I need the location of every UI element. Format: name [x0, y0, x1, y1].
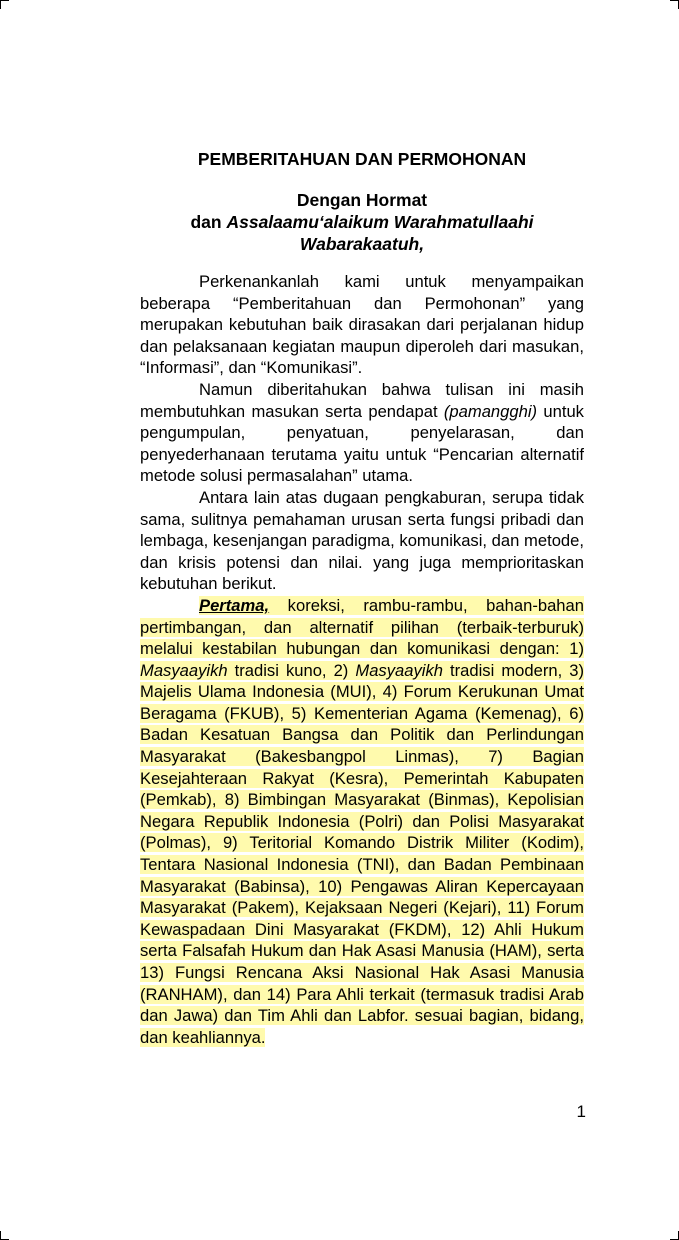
- greeting-line-1: Dengan Hormat: [296, 190, 428, 210]
- paragraph-4-italic-b: Masyaayikh: [140, 660, 228, 680]
- crop-mark-bottom-left-v: [0, 1231, 1, 1240]
- crop-mark-top-left-h: [0, 0, 9, 1]
- paragraph-2-italic: (pamangghi): [443, 401, 538, 421]
- paragraph-4-label: Pertama,: [199, 595, 270, 615]
- crop-mark-top-left-v: [0, 0, 1, 9]
- greeting-line-2-prefix: dan: [190, 212, 227, 232]
- greeting-line-2: [140, 211, 584, 233]
- page-number: 1: [576, 1102, 586, 1121]
- paragraph-1: Perkenankanlah kami untuk menyampaikan beberapa “Pemberitahuan dan Permohonan” yang merupakan kebutuhan baik dirasakan dari perjalanan hidup dan pelaksanaan kegiatan maupun diperoleh dari masukan, “Informasi”, dan “Komunikasi”.: [140, 272, 584, 378]
- greeting: [140, 189, 584, 255]
- paragraph-3: Antara lain atas dugaan pengkaburan, serupa tidak sama, sulitnya pemahaman urusan serta fungsi pribadi dan lembaga, kesenjangan paradigma, komunikasi, dan metode, dan krisis potensi dan nilai. yang juga memprioritaskan kebutuhan berikut.: [140, 487, 584, 594]
- paragraph-4-highlighted: [140, 595, 584, 1048]
- greeting-line-2-italic: Assalaamu‘alaikum Warahmatullaahi: [226, 212, 534, 232]
- paragraph-2-text-c: untuk pengumpulan, penyatuan, penyelarasan, dan penyederhanaan terutama yaitu untuk “Pencarian alternatif metode solusi permasalahan” utama.: [140, 401, 584, 486]
- document-body: [140, 271, 584, 1048]
- paragraph-4-italic-d: Masyaayikh: [355, 660, 443, 680]
- paragraph-4-text-c: tradisi kuno, 2): [227, 660, 356, 680]
- paragraph-2-text-a: Namun diberitahukan bahwa tulisan ini masih membutuhkan masukan serta pendapat: [140, 379, 584, 421]
- greeting-line-3: Wabarakaatuh,: [299, 234, 425, 254]
- paragraph-4-text-e: tradisi modern, 3) Majelis Ulama Indonesia (MUI), 4) Forum Kerukunan Umat Beragama (FKUB), 5) Kementerian Agama (Kemenag), 6) Badan Kesatuan Bangsa dan Politik dan Perlindungan Masyarakat (Bakesbangpol Linmas), 7) Bagian Kesejahteraan Rakyat (Kesra), Pemerintah Kabupaten (Pemkab), 8) Bimbingan Masyarakat (Binmas), Kepolisian Negara Republik Indonesia (Polri) dan Polisi Masyarakat (Polmas), 9) Teritorial Komando Distrik Militer (Kodim), Tentara Nasional Indonesia (TNI), dan Badan Pembinaan Masyarakat (Babinsa), 10) Pengawas Aliran Kepercayaan Masyarakat (Pakem), Kejaksaan Negeri (Kejari), 11) Forum Kewaspadaan Dini Masyarakat (FKDM), 12) Ahli Hukum serta Falsafah Hukum dan Hak Asasi Manusia (HAM), serta 13) Fungsi Rencana Aksi Nasional Hak Asasi Manusia (RANHAM), dan 14) Para Ahli terkait (termasuk tradisi Arab dan Jawa) dan Tim Ahli dan Labfor. sesuai bagian, bidang, dan keahliannya.: [140, 660, 584, 1047]
- paragraph-2: [140, 379, 584, 487]
- highlight: [140, 596, 584, 1047]
- paragraph-4-text-a: koreksi, rambu-rambu, bahan-bahan pertimbangan, dan alternatif pilihan (terbaik-terburuk) melalui kestabilan hubungan dan komunikasi dengan: 1): [140, 595, 584, 659]
- page-title: PEMBERITAHUAN DAN PERMOHONAN: [197, 149, 527, 169]
